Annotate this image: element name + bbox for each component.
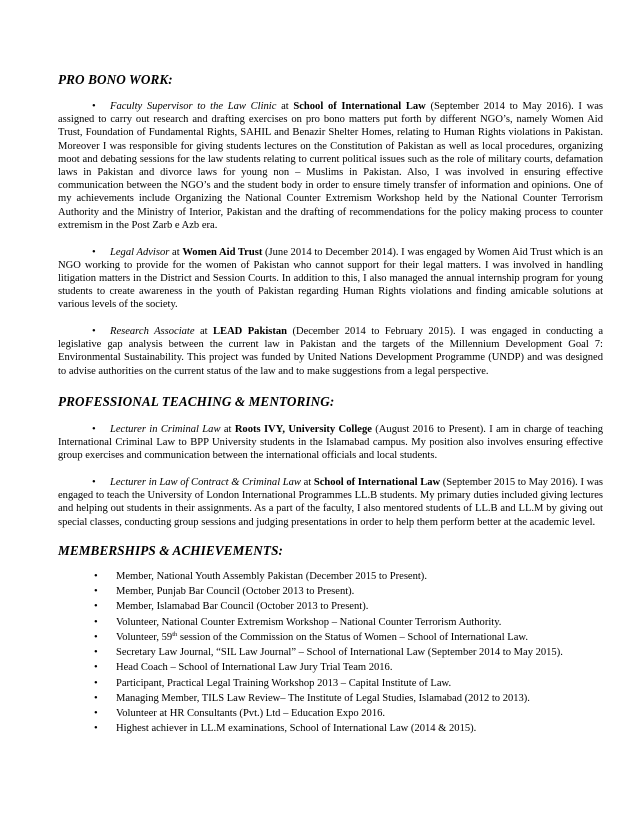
list-item-text: Managing Member, TILS Law Review– The Institute of Legal Studies, Islamabad (2012 to 2013). xyxy=(116,692,530,704)
entry-at: at xyxy=(276,101,294,112)
entry-at: at xyxy=(169,246,183,258)
entry-role: Legal Advisor xyxy=(110,246,170,258)
superscript-ordinal: th xyxy=(172,630,178,638)
bullet-icon: • xyxy=(94,708,98,720)
entry-description: (December 2014 to February 2015). I was engaged in conducting a legislative gap analysis between the current law in Pakistan and the targets of the Millennium Development Goal 7: Environmental Sustainability. This project was funded by United Nations Development Programme (UNDP) and was designed to advise authorities on the current status of the law and to make suggestions from a legal perspective. xyxy=(58,326,604,377)
list-item-text: Member, Punjab Bar Council (October 2013 to Present). xyxy=(116,586,355,598)
list-item-text: Secretary Law Journal, “SIL Law Journal” – School of International Law (September 2014 to May 2015). xyxy=(116,647,563,659)
bullet-icon: • xyxy=(94,692,98,704)
entry-organization: LEAD Pakistan xyxy=(213,326,288,338)
bullet-icon: • xyxy=(94,616,98,628)
bullet-icon: • xyxy=(94,631,98,643)
entry-organization: Women Aid Trust xyxy=(182,246,263,258)
entry-description: (August 2016 to Present). I am in charge of teaching International Criminal Law to BPP University students in the Islamabad campus. My position also involves ensuring effective group exercises and communication between the international officials and local students. xyxy=(58,423,604,462)
list-item xyxy=(58,584,603,599)
list-item xyxy=(58,676,603,691)
list-item xyxy=(58,615,603,630)
entry-description: (September 2015 to May 2016). I was engaged to teach the University of London International Programmes LL.B students. My primary duties included giving lectures and helping out students in their assignments. As a part of the faculty, I also mentored students of LL.B and LL.M by giving out special classes, conducting group sessions and judging presentations in order to help them perform better at the academic level. xyxy=(58,476,604,528)
list-item xyxy=(58,691,603,706)
list-item-text: Head Coach – School of International Law Jury Trial Team 2016. xyxy=(116,662,393,674)
list-item xyxy=(58,721,603,736)
bullet-icon: • xyxy=(94,662,98,674)
list-item-text: Volunteer, National Counter Extremism Workshop – National Counter Terrorism Authority. xyxy=(116,616,502,628)
bullet-icon: • xyxy=(92,423,96,435)
list-item-text: Member, Islamabad Bar Council (October 2013 to Present). xyxy=(116,601,369,613)
bullet-icon: • xyxy=(94,647,98,659)
bullet-icon: • xyxy=(92,246,96,258)
bullet-icon: • xyxy=(94,586,98,598)
bullet-icon: • xyxy=(92,101,96,112)
list-item xyxy=(58,630,603,645)
pro-bono-entry-lead-pakistan xyxy=(58,325,603,378)
list-item xyxy=(58,569,603,584)
list-item-text: Participant, Practical Legal Training Workshop 2013 – Capital Institute of Law. xyxy=(116,677,452,689)
list-item-text-post: session of the Commission on the Status of Women – School of International Law. xyxy=(177,631,528,643)
pro-bono-entry-law-clinic xyxy=(58,100,603,232)
list-item-text: Highest achiever in LL.M examinations, School of International Law (2014 & 2015). xyxy=(116,723,477,735)
teaching-entry-school-of-international-law xyxy=(58,476,603,529)
memberships-heading: MEMBERSHIPS & ACHIEVEMENTS: xyxy=(58,542,284,558)
list-item xyxy=(58,706,603,721)
bullet-icon: • xyxy=(94,677,98,689)
list-item xyxy=(58,660,603,675)
list-item xyxy=(58,599,603,614)
entry-organization: School of International Law xyxy=(313,476,441,488)
resume-page xyxy=(58,66,603,737)
entry-role: Lecturer in Criminal Law xyxy=(110,423,221,435)
entry-role: Faculty Supervisor to the Law Clinic xyxy=(110,101,277,112)
entry-description: (June 2014 to December 2014). I was engaged by Women Aid Trust which is an NGO working to provide for the women of Pakistan who cannot support for their legal matters. I was involved in handling litigation matters in the District and Session Courts. In addition to this, I also managed the annual internship program for young students to create awareness in the youth of Pakistan regarding Human Rights violations and finding amicable solutions at various levels of the society. xyxy=(58,246,604,311)
teaching-heading: PROFESSIONAL TEACHING & MENTORING: xyxy=(58,393,335,409)
pro-bono-heading: PRO BONO WORK: xyxy=(58,72,173,87)
pro-bono-entry-women-aid-trust xyxy=(58,246,603,312)
bullet-icon: • xyxy=(94,723,98,735)
list-item xyxy=(58,645,603,660)
entry-role: Research Associate xyxy=(110,326,195,338)
list-item-text: Member, National Youth Assembly Pakistan (December 2015 to Present). xyxy=(116,570,427,582)
teaching-entry-roots-ivy xyxy=(58,423,603,463)
entry-at: at xyxy=(300,476,314,488)
memberships-list xyxy=(58,569,603,737)
bullet-icon: • xyxy=(92,326,96,338)
entry-description: (September 2014 to May 2016). I was assigned to carry out research and drafting exercises on pro bono matters put forth by different NGO’s, namely Women Aid Trust, Foundation of Fundamental Rights, SAHIL and Benazir Shelter Homes, relating to Human Rights violations in Pakistan. Moreover I was responsible for giving students lectures on the Constitution of Pakistan as well as local procedures, organizing moot and debating sessions for the law students relating to current political issues such as the role of military courts, defamation laws in Pakistan and divorce laws for young non – Muslims in Pakistan. Also, I was involved in ensuring effective communication between the NGO’s and the student body in order to ensure timely transfer of information and opinions. One of my achievements include Organizing the National Counter Extremism Workshop held by the National Counter Terrorism Authority and the Ministry of Interior, Pakistan and the drafting of recommendations for the policy making process to counter extremism in the Post Zarb e Azb era. xyxy=(58,101,604,231)
entry-at: at xyxy=(220,423,235,435)
entry-at: at xyxy=(194,326,213,338)
bullet-icon: • xyxy=(94,601,98,613)
list-item-text-pre: Volunteer, 59 xyxy=(116,631,173,643)
entry-role: Lecturer in Law of Contract & Criminal Law xyxy=(110,476,301,488)
bullet-icon: • xyxy=(92,476,96,488)
entry-organization: Roots IVY, University College xyxy=(234,423,372,435)
entry-organization: School of International Law xyxy=(293,101,426,112)
bullet-icon: • xyxy=(94,570,98,582)
list-item-text: Volunteer at HR Consultants (Pvt.) Ltd – Education Expo 2016. xyxy=(116,708,386,720)
